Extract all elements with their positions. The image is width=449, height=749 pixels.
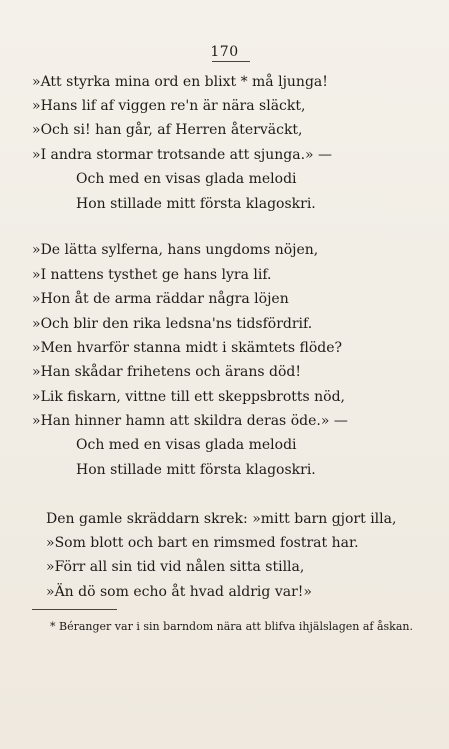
verse-line: »Men hvarför stanna midt i skämtets flöde? — [32, 340, 343, 356]
verse-line: Den gamle skräddarn skrek: »mitt barn gjort illa, — [46, 511, 397, 527]
verse-line: »Som blott och bart en rimsmed fostrat har. — [46, 535, 359, 551]
footnote: * Béranger var i sin barndom nära att blifva ihjälslagen af åskan. — [50, 620, 413, 633]
verse-line: »Hon åt de arma räddar några löjen — [32, 291, 289, 307]
refrain-line: Hon stillade mitt första klagoskri. — [76, 196, 316, 212]
verse-line: »Och blir den rika ledsna'ns tidsfördrif. — [32, 316, 313, 332]
verse-line: »Än dö som echo åt hvad aldrig var!» — [46, 584, 312, 600]
verse-line: »Att styrka mina ord en blixt * må ljunga! — [32, 74, 328, 90]
verse-line: »Han skådar frihetens och ärans död! — [32, 364, 302, 380]
verse-line: »Lik fiskarn, vittne till ett skeppsbrotts nöd, — [32, 389, 346, 405]
verse-line: »Förr all sin tid vid nålen sitta stilla, — [46, 559, 305, 575]
verse-line: »I andra stormar trotsande att sjunga.» — — [32, 147, 333, 163]
verse-line: »Han hinner hamn att skildra deras öde.» — — [32, 413, 348, 429]
verse-line: »I nattens tysthet ge hans lyra lif. — [32, 267, 272, 283]
page-number: 170 — [210, 44, 239, 60]
page-number-rule — [212, 61, 250, 62]
verse-line: »Hans lif af viggen re'n är nära släckt, — [32, 98, 306, 114]
refrain-line: Hon stillade mitt första klagoskri. — [76, 462, 316, 478]
verse-line: »De lätta sylferna, hans ungdoms nöjen, — [32, 242, 319, 258]
refrain-line: Och med en visas glada melodi — [76, 437, 297, 453]
refrain-line: Och med en visas glada melodi — [76, 171, 297, 187]
footnote-rule — [32, 609, 117, 610]
verse-line: »Och si! han går, af Herren återväckt, — [32, 122, 303, 138]
